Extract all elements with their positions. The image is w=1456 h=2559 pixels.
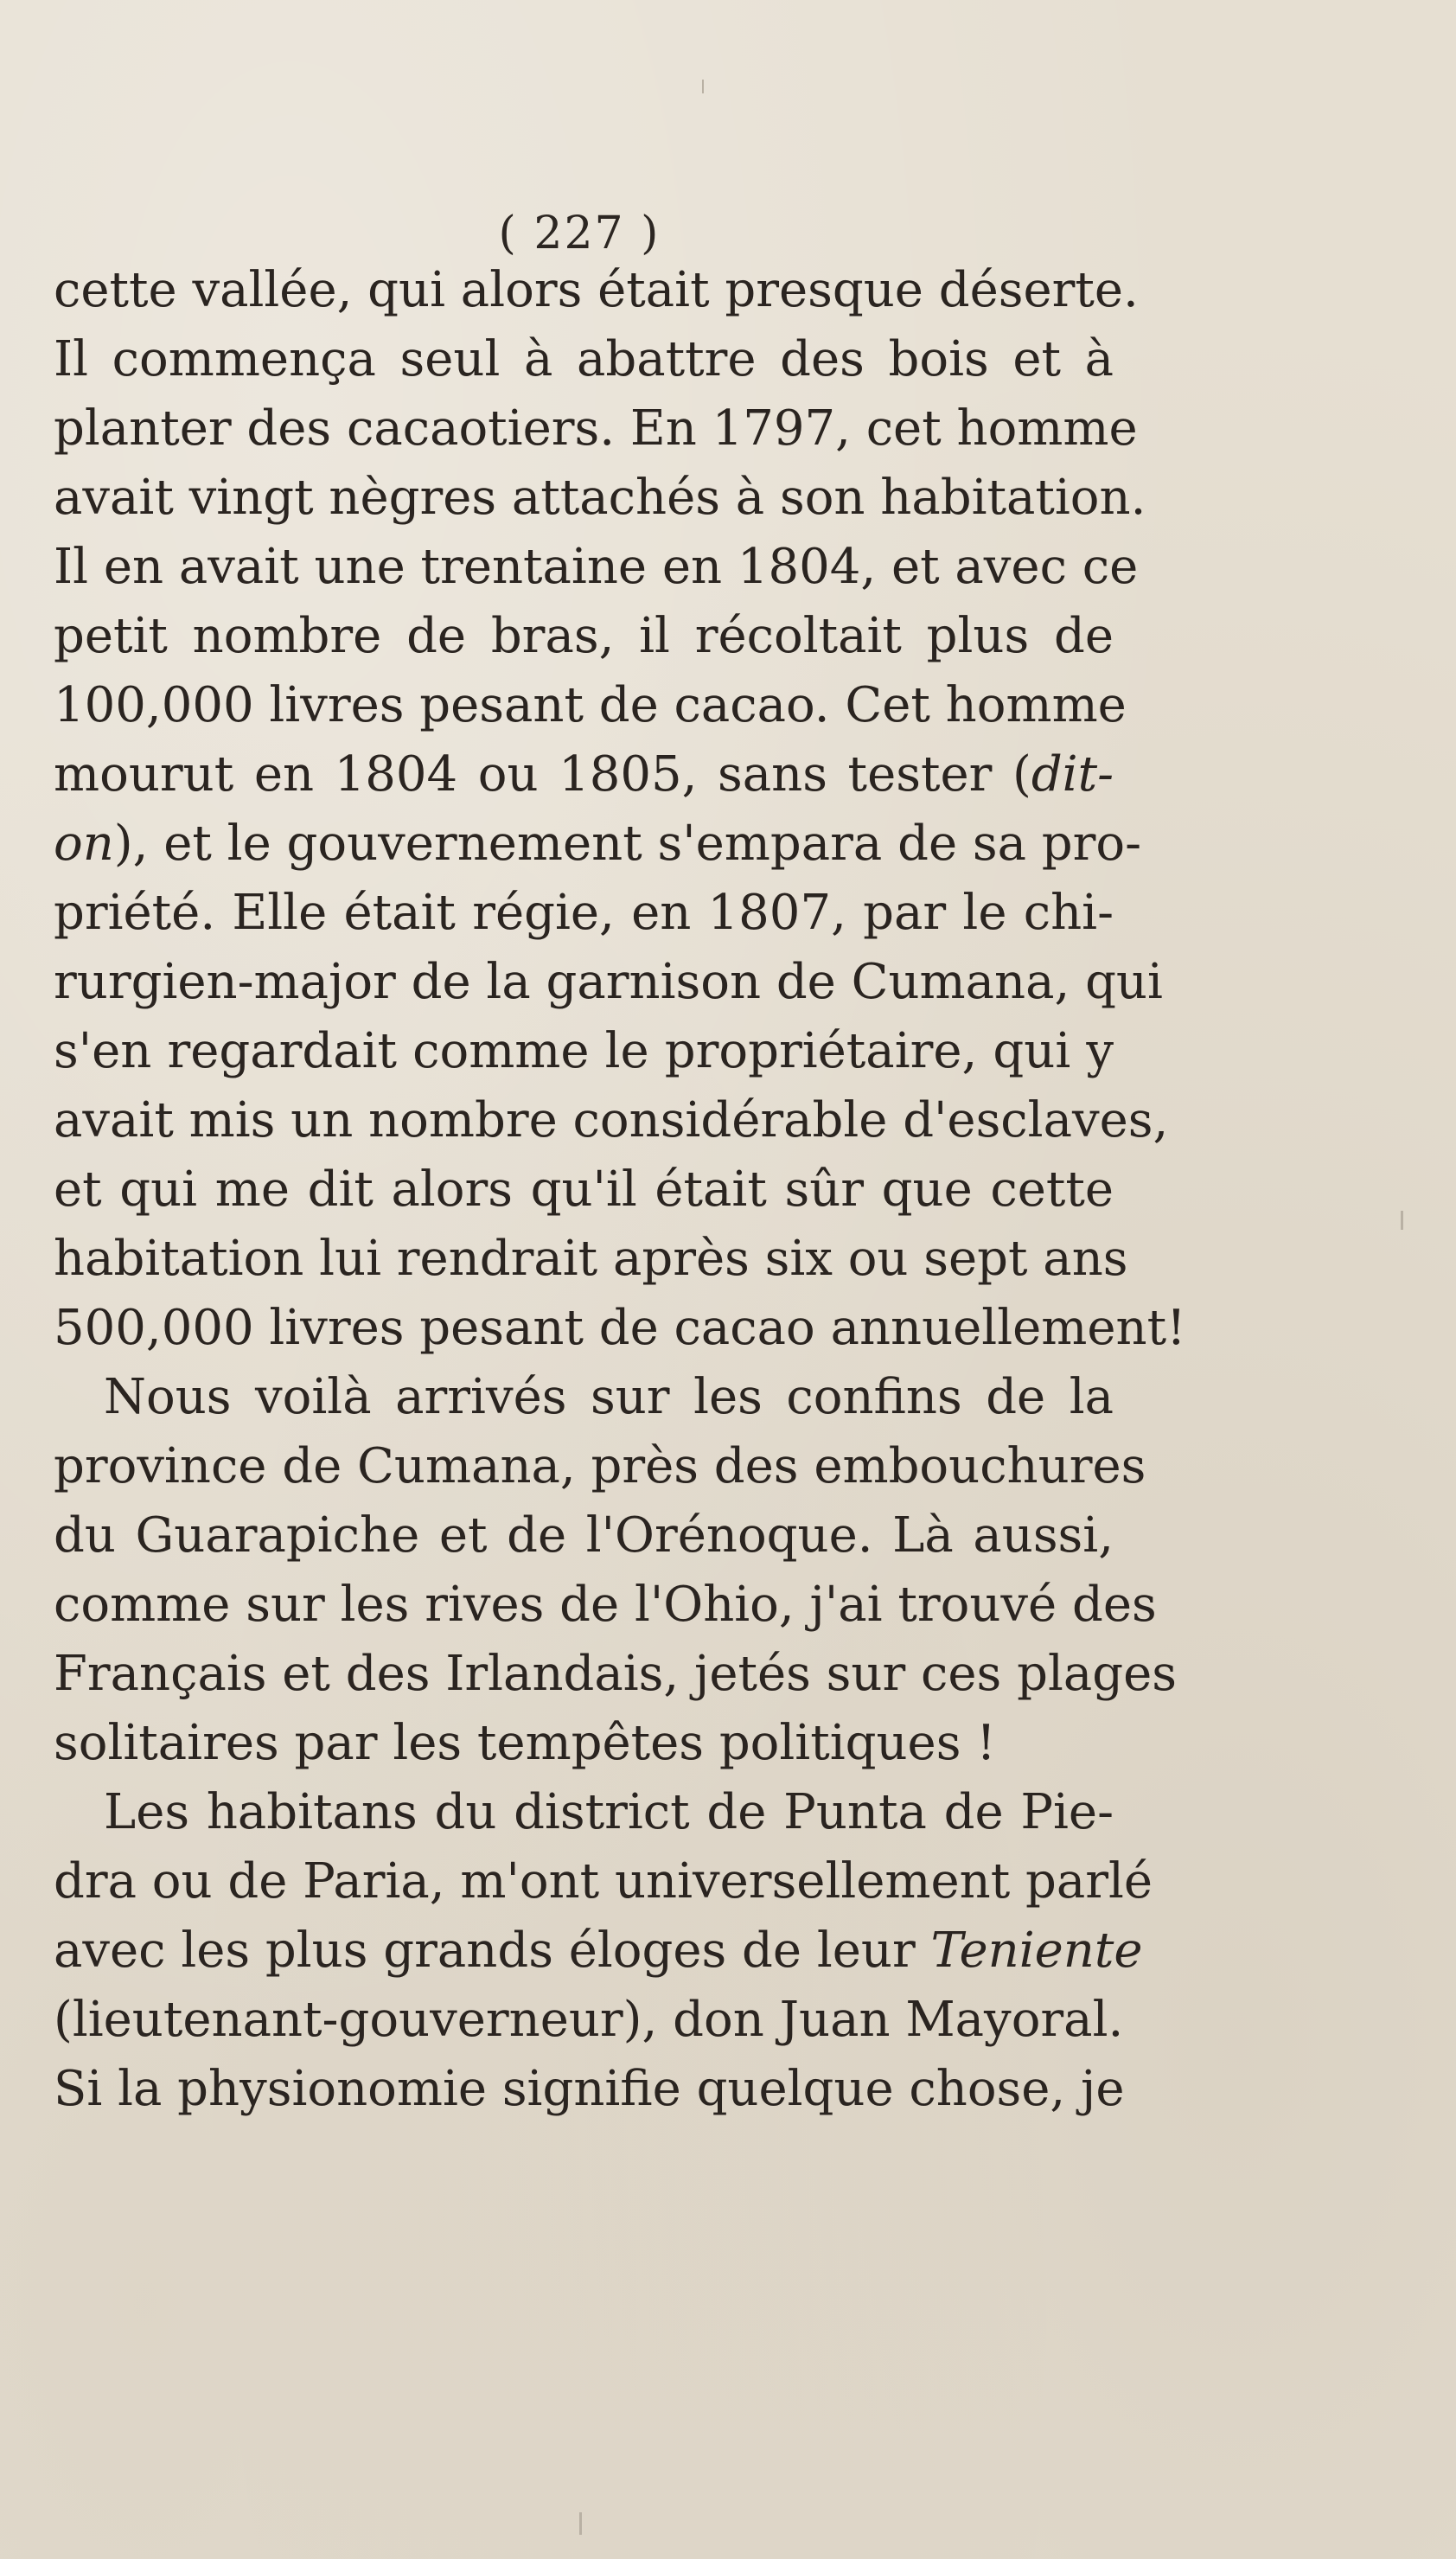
text-line: habitation lui rendrait après six ou sept ans bbox=[54, 1231, 1128, 1287]
text-line: Si la physionomie signifie quelque chose, je bbox=[54, 2061, 1125, 2117]
text-line bbox=[54, 1916, 1143, 1986]
paper-speck bbox=[579, 2512, 582, 2535]
text-line: Français et des Irlandais, jetés sur ces plages bbox=[54, 1646, 1177, 1702]
italic-text-run: Teniente bbox=[930, 1922, 1143, 1979]
text-line: et qui me dit alors qu'il était sûr que cette bbox=[54, 1161, 1114, 1218]
text-line: Nous voilà arrivés sur les confins de la bbox=[104, 1369, 1114, 1425]
text-line: 100,000 livres pesant de cacao. Cet homme bbox=[54, 677, 1127, 733]
text-line bbox=[54, 740, 1114, 809]
text-line: (lieutenant-gouverneur), don Juan Mayoral. bbox=[54, 1992, 1124, 2048]
text-line: Il commença seul à abattre des bois et à bbox=[54, 331, 1114, 387]
text-line: comme sur les rives de l'Ohio, j'ai trouvé des bbox=[54, 1577, 1157, 1633]
text-line: province de Cumana, près des embouchures bbox=[54, 1438, 1146, 1494]
text-line: avait vingt nègres attachés à son habitation. bbox=[54, 470, 1146, 526]
text-line bbox=[54, 809, 1142, 879]
text-line: dra ou de Paria, m'ont universellement parlé bbox=[54, 1853, 1153, 1910]
page-number: ( 227 ) bbox=[498, 208, 661, 259]
text-line: petit nombre de bras, il récoltait plus de bbox=[54, 608, 1114, 664]
paper-speck bbox=[702, 80, 704, 93]
text-line: cette vallée, qui alors était presque déserte. bbox=[54, 262, 1139, 318]
text-line: avait mis un nombre considérable d'esclaves, bbox=[54, 1092, 1169, 1148]
italic-text-run: on bbox=[54, 816, 114, 872]
italic-text-run: dit- bbox=[1031, 746, 1114, 803]
text-line: 500,000 livres pesant de cacao annuellement! bbox=[54, 1300, 1186, 1356]
text-line: s'en regardait comme le propriétaire, qui y bbox=[54, 1023, 1114, 1079]
text-line: planter des cacaotiers. En 1797, cet homme bbox=[54, 400, 1138, 457]
text-run: avec les plus grands éloges de leur bbox=[54, 1922, 931, 1979]
text-line: du Guarapiche et de l'Orénoque. Là aussi, bbox=[54, 1507, 1114, 1564]
body-text bbox=[54, 256, 1186, 2124]
text-run: ), et le gouvernement s'empara de sa pro- bbox=[113, 816, 1142, 872]
text-line: Il en avait une trentaine en 1804, et avec ce bbox=[54, 539, 1139, 595]
text-line: Les habitans du district de Punta de Pie- bbox=[104, 1784, 1114, 1840]
text-line: solitaires par les tempêtes politiques ! bbox=[54, 1715, 996, 1771]
text-line: priété. Elle était régie, en 1807, par le chi- bbox=[54, 885, 1114, 941]
paper-speck bbox=[1401, 1211, 1403, 1230]
text-line: rurgien-major de la garnison de Cumana, qui bbox=[54, 954, 1163, 1010]
text-run: mourut en 1804 ou 1805, sans tester ( bbox=[54, 746, 1031, 803]
